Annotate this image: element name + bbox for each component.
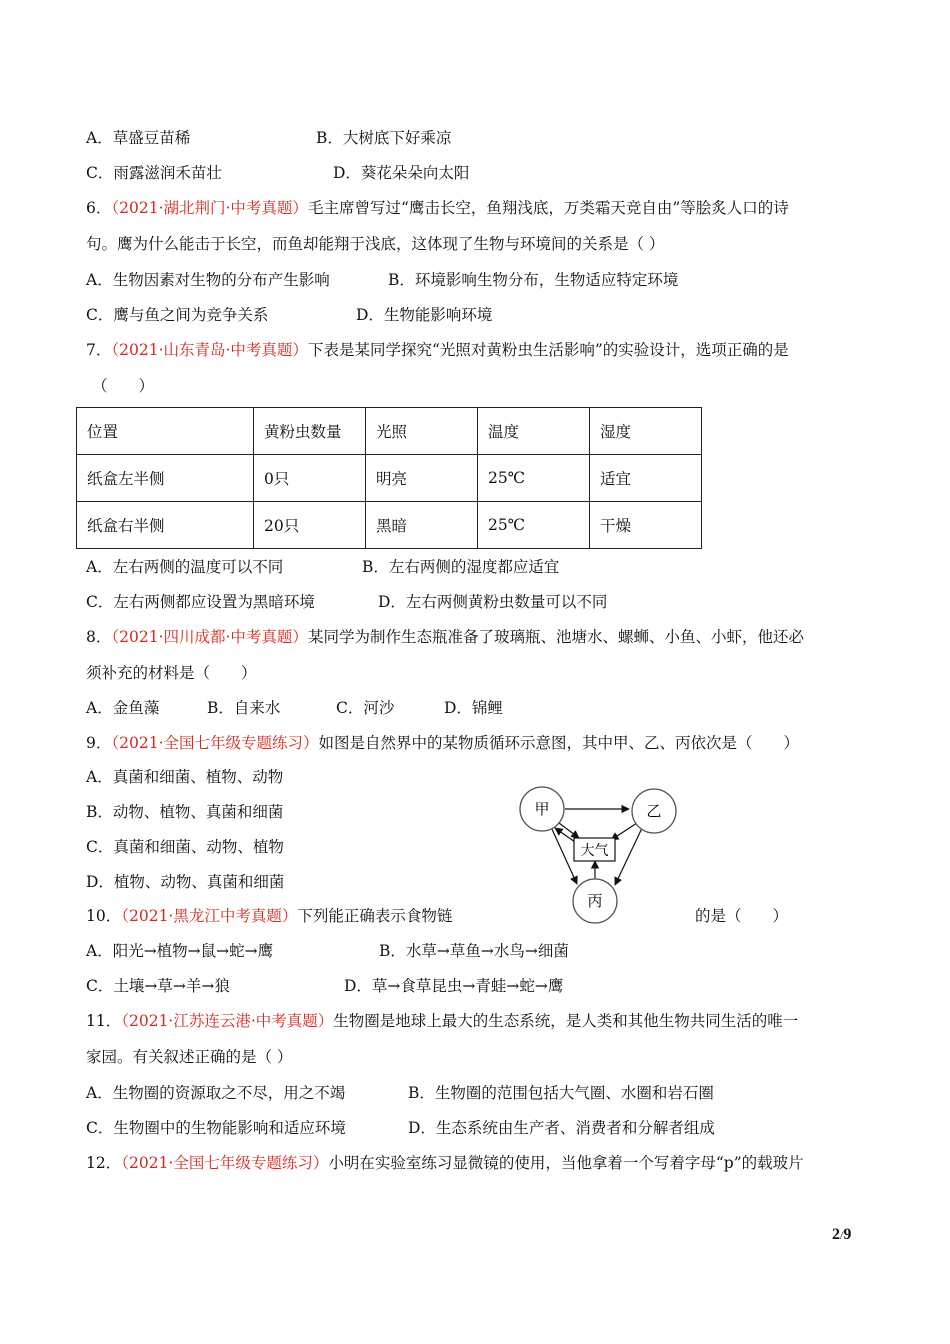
arrow-jia-to-air [559,823,579,838]
node-yi-label: 乙 [646,802,662,820]
matter-cycle-diagram [515,785,690,925]
q7-text-2: （ ） [92,377,155,395]
q9-option-b: B．动物、植物、真菌和细菌 [86,803,284,821]
q11-option-c: C．生物圈中的生物能影响和适应环境 [86,1119,346,1137]
q9-option-d: D．植物、动物、真菌和细菌 [86,873,285,891]
q12-source: （2021·全国七年级专题练习） [121,1154,329,1172]
q8-number: 8． [86,628,112,646]
q7-text-1: 下表是某同学探究“光照对黄粉虫生活影响”的实验设计，选项正确的是 [307,341,789,359]
q11-text-2: 家园。有关叙述正确的是（ ） [86,1048,293,1066]
node-bing-label: 丙 [587,892,603,910]
q10-option-c: C．土壤→草→羊→狼 [86,977,230,995]
q11-text-1: 生物圈是地球上最大的生态系统，是人类和其他生物共同生活的唯一 [333,1012,799,1030]
table-cell: 适宜 [590,455,702,502]
node-air-label: 大气 [580,843,609,859]
q8-option-a: A．金鱼藻 [86,699,160,717]
q7-source: （2021·山东青岛·中考真题） [111,341,308,359]
q5-option-a: A．草盛豆苗稀 [86,129,191,147]
table-cell: 纸盒左半侧 [77,455,254,502]
q9-source: （2021·全国七年级专题练习） [111,734,319,752]
q6-stem [86,198,789,218]
q11-option-d: D．生态系统由生产者、消费者和分解者组成 [408,1119,715,1137]
table-row [77,502,702,549]
q8-option-d: D．锦鲤 [444,699,503,717]
q6-option-c: C．鹰与鱼之间为竞争关系 [86,306,269,324]
q9-option-a: A．真菌和细菌、植物、动物 [86,768,284,786]
q7-option-a: A．左右两侧的温度可以不同 [86,558,284,576]
q5-option-b: B．大树底下好乘凉 [316,129,452,147]
q11-source: （2021·江苏连云港·中考真题） [121,1012,334,1030]
q12-text: 小明在实验室练习显微镜的使用，当他拿着一个写着字母“p”的载玻片 [328,1154,804,1172]
table-header-cell: 位置 [77,408,254,455]
q8-text-1: 某同学为制作生态瓶准备了玻璃瓶、池塘水、螺蛳、小鱼、小虾，他还必 [307,628,804,646]
page-slash: / [840,1228,844,1242]
table-cell: 明亮 [366,455,478,502]
q10-text-2: 的是（ ） [695,907,789,925]
q7-stem [86,340,789,360]
table-cell: 20只 [254,502,366,549]
q11-option-b: B．生物圈的范围包括大气圈、水圈和岩石圈 [408,1084,714,1102]
page-total: 9 [843,1226,852,1243]
q12-stem [86,1153,804,1173]
q9-stem [86,733,799,753]
q8-source: （2021·四川成都·中考真题） [111,628,308,646]
table-cell: 0只 [254,455,366,502]
table-header-cell: 湿度 [590,408,702,455]
table-header-cell: 温度 [478,408,590,455]
q10-source: （2021·黑龙江中考真题） [121,907,298,925]
q6-source: （2021·湖北荆门·中考真题） [111,199,308,217]
q6-number: 6． [86,199,112,217]
table-header-row [77,408,702,455]
q7-experiment-table [76,407,702,549]
q10-option-d: D．草→食草昆虫→青蛙→蛇→鹰 [344,977,564,995]
table-cell: 25℃ [478,502,590,549]
q7-option-c: C．左右两侧都应设置为黑暗环境 [86,593,315,611]
q10-text-1: 下列能正确表示食物链 [297,907,453,925]
q6-option-d: D．生物能影响环境 [356,306,493,324]
q8-text-2: 须补充的材料是（ ） [86,664,257,682]
q7-option-d: D．左右两侧黄粉虫数量可以不同 [378,593,608,611]
q8-stem [86,627,804,647]
node-jia-label: 甲 [534,800,550,818]
table-header-cell: 光照 [366,408,478,455]
table-cell: 25℃ [478,455,590,502]
arrow-jia-to-bing [551,827,577,884]
q11-stem [86,1011,798,1031]
q9-option-c: C．真菌和细菌、动物、植物 [86,838,284,856]
q6-option-a: A．生物因素对生物的分布产生影响 [86,271,330,289]
q7-option-b: B．左右两侧的湿度都应适宜 [362,558,560,576]
q10-option-b: B．水草→草鱼→水鸟→细菌 [379,942,569,960]
q9-text: 如图是自然界中的某物质循环示意图，其中甲、乙、丙依次是（ ） [318,734,800,752]
q6-option-b: B．环境影响生物分布，生物适应特定环境 [388,271,679,289]
page-number [832,1226,851,1244]
q9-number: 9． [86,734,112,752]
q7-number: 7． [86,341,112,359]
q6-text-2: 句。鹰为什么能击于长空，而鱼却能翔于浅底，这体现了生物与环境间的关系是（ ） [86,235,665,253]
q6-text-1: 毛主席曾写过“鹰击长空，鱼翔浅底，万类霜天竞自由”等脍炙人口的诗 [307,199,789,217]
table-header-cell: 黄粉虫数量 [254,408,366,455]
q10-stem [86,906,452,926]
q10-option-a: A．阳光→植物→鼠→蛇→鹰 [86,942,274,960]
q5-option-c: C．雨露滋润禾苗壮 [86,164,222,182]
table-cell: 黑暗 [366,502,478,549]
arrow-air-to-jia [555,828,575,842]
q8-option-b: B．自来水 [207,699,281,717]
q10-number: 10． [86,907,122,925]
q8-option-c: C．河沙 [336,699,395,717]
page-current: 2 [832,1226,840,1243]
q11-option-a: A．生物圈的资源取之不尽，用之不竭 [86,1084,346,1102]
q11-number: 11． [86,1012,122,1030]
table-row [77,455,702,502]
table-cell: 干燥 [590,502,702,549]
q5-option-d: D．葵花朵朵向太阳 [333,164,470,182]
table-cell: 纸盒右半侧 [77,502,254,549]
q12-number: 12． [86,1154,122,1172]
